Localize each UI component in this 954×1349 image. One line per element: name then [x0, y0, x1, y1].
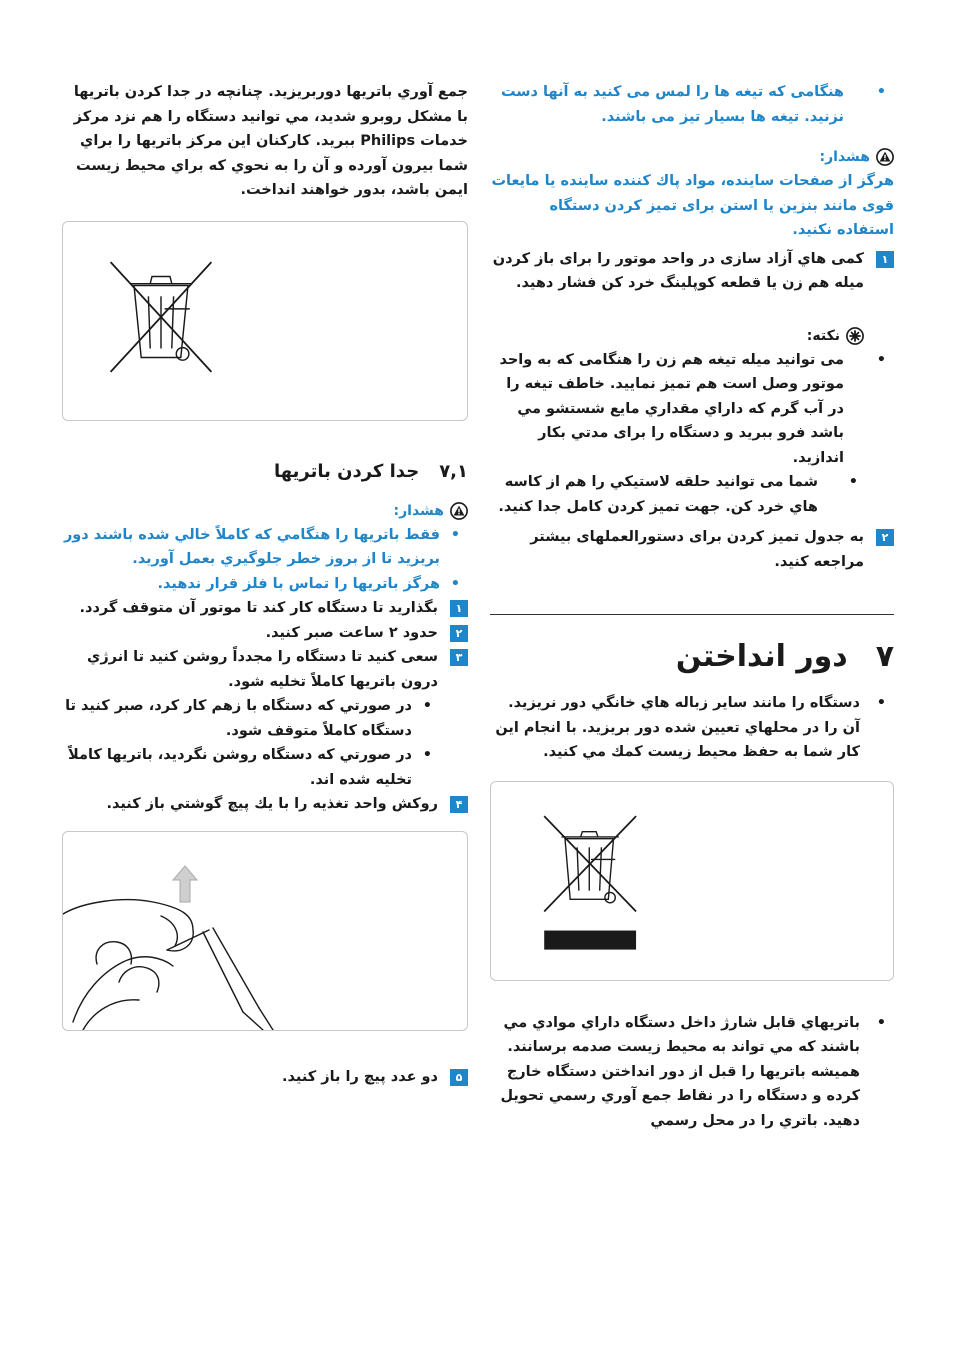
battery-step-2-text: حدود ۲ ساعت صبر كنيد. [265, 624, 438, 641]
battery-step-number-3: ۳ [450, 649, 468, 666]
left-column [62, 80, 468, 1089]
battery-step-3 [62, 645, 468, 694]
battery-step-5-text: دو عدد پيچ را باز كنيد. [282, 1068, 438, 1085]
step-number-1: ۱ [876, 251, 894, 268]
battery-step-4 [62, 792, 468, 817]
battery-step-5 [62, 1065, 468, 1090]
battery-warning-bullet-2: • هرگز باتريها را تماس با فلز قرار ندهيد. [62, 572, 468, 597]
tip-bullet: • می توانید میله تیغه هم زن را هنگامی كه به واحد موتور وصل است هم تمیز نمایید. خاطف تیغه را در آب گرم كه داراي مقداري مايع شستشو مي باشد فرو ببرید و دستگاه را برای مدتي بكار اندازيد. [490, 348, 894, 471]
tip-heading [490, 324, 894, 348]
battery-step-4-text: روكش واحد تغذيه را با يك پيچ گوشتي باز كنيد. [106, 796, 438, 812]
tip-label: نكته: [806, 327, 840, 344]
battery-step-number-4: ۴ [450, 796, 468, 813]
battery-section-heading [62, 457, 468, 487]
disposal-section-number: ۷ [875, 639, 894, 674]
step-2-text: به جدول تمیز كردن برای دستورالعملهای بیشتر مراجعه كنید. [530, 529, 864, 570]
battery-section-number: ۷,۱ [439, 460, 468, 482]
blade-warning-bullet: • هنگامی که تیغه ها را لمس می کنید به آنها دست نزنید. تیغه ها بسیار تیز می باشند. [490, 80, 894, 129]
battery-step-2 [62, 621, 468, 646]
battery-step-3-sub-1: • در صورتي كه دستگاه با زهم كار كرد، صبر كنيد تا دستگاه كاملاً متوقف شود. [62, 694, 468, 743]
battery-step-number-5: ۵ [450, 1069, 468, 1086]
step-2 [490, 525, 894, 574]
warning-icon [876, 148, 894, 166]
step-1-text: كمی هاي آزاد سازی در واحد موتور را برای باز كردن میله هم زن یا قطعه كوپلینگ خرد كن فشار دهید. [492, 250, 864, 291]
arrow-up-icon [173, 866, 197, 902]
tip-sub-bullet: • شما می توانید حلقه لاستیكي را هم از كاسه هاي خرد كن. جهت تمیز كردن كامل جدا كنید. [490, 470, 894, 519]
warning-text: هرگز از صفحات ساینده، مواد پاك كننده ساینده یا مایعات قوی مانند بنزین یا استن برای تمیز كردن دستگاه استفاده نكنید. [491, 173, 894, 238]
warning-label: هشدار: [819, 149, 870, 165]
battery-step-number-1: ۱ [450, 600, 468, 617]
battery-warning-bullet-1: • فقط باتريها را هنگامي كه كاملاً خالي شده باشند دور بريزيد تا از بروز خطر جلوگيري بعمل آوريد. [62, 523, 468, 572]
battery-bullet: • باتريهاي قابل شارژ داخل دستگاه داراي موادي مي باشند كه مي تواند به محيط زيست صدمه برسانند. هميشه باتريها را قبل از دور انداختن دستگاه خارج كرده و دستگاه را در نقاط جمع آوري رسمي تحويل دهيد. باتري را در محل رسمي [490, 1011, 894, 1134]
battery-step-3-sub-2: • در صورتي كه دستگاه روشن نگرديد، باتريها كاملاً تخليه شده اند. [62, 743, 468, 792]
battery-warning-label: هشدار: [393, 502, 444, 519]
step-number-2: ۲ [876, 529, 894, 546]
disposal-image-box [490, 781, 894, 981]
section-divider [490, 614, 894, 615]
battery-step-1-text: بگذاريد تا دستگاه كار كند تا موتور آن متوقف گردد. [79, 600, 438, 616]
crossed-bin-icon-2 [107, 258, 215, 376]
battery-step-1 [62, 596, 468, 621]
screwdriver-image-box [62, 831, 468, 1031]
battery-step-number-2: ۲ [450, 625, 468, 642]
tip-icon [846, 327, 864, 345]
battery-section-title: جدا كردن باتريها [273, 460, 420, 482]
battery-collection-paragraph: جمع آوري باتريها دوربريزيد. چنانچه در جدا كردن باتريها با مشكل روبرو شديد، مي توانيد دستگاه را هم نزد مركز خدمات Philips ببريد. كاركنان اين مركز باتريها را براي شما بيرون آورده و آن را به نحوي كه براي محيط زيست ايمن باشد، بدور خواهند انداخت. [73, 84, 468, 198]
right-column [490, 80, 894, 1133]
battery-image-box [62, 221, 468, 421]
screwdriver-hand-illustration [63, 832, 467, 1030]
warning-heading [490, 145, 894, 169]
step-1 [490, 247, 894, 296]
environment-bullet: • دستگاه را مانند سایر زباله هاي خانگي دور نريزيد. آن را در محلهاي تعيين شده دور بريزيد. با انجام اين كار شما به حفظ محيط زيست كمك مي كنيد. [490, 691, 894, 765]
crossed-bin-icon [539, 798, 643, 966]
warning-icon-2 [450, 502, 468, 520]
disposal-section-title: دور انداختن [675, 639, 848, 674]
battery-warning-heading [62, 499, 468, 523]
disposal-heading [490, 637, 894, 677]
battery-step-3-text: سعی كنيد تا دستگاه را مجدداً روشن كنيد تا انرژي درون باتريها كاملاً تخليه شود. [87, 649, 438, 690]
